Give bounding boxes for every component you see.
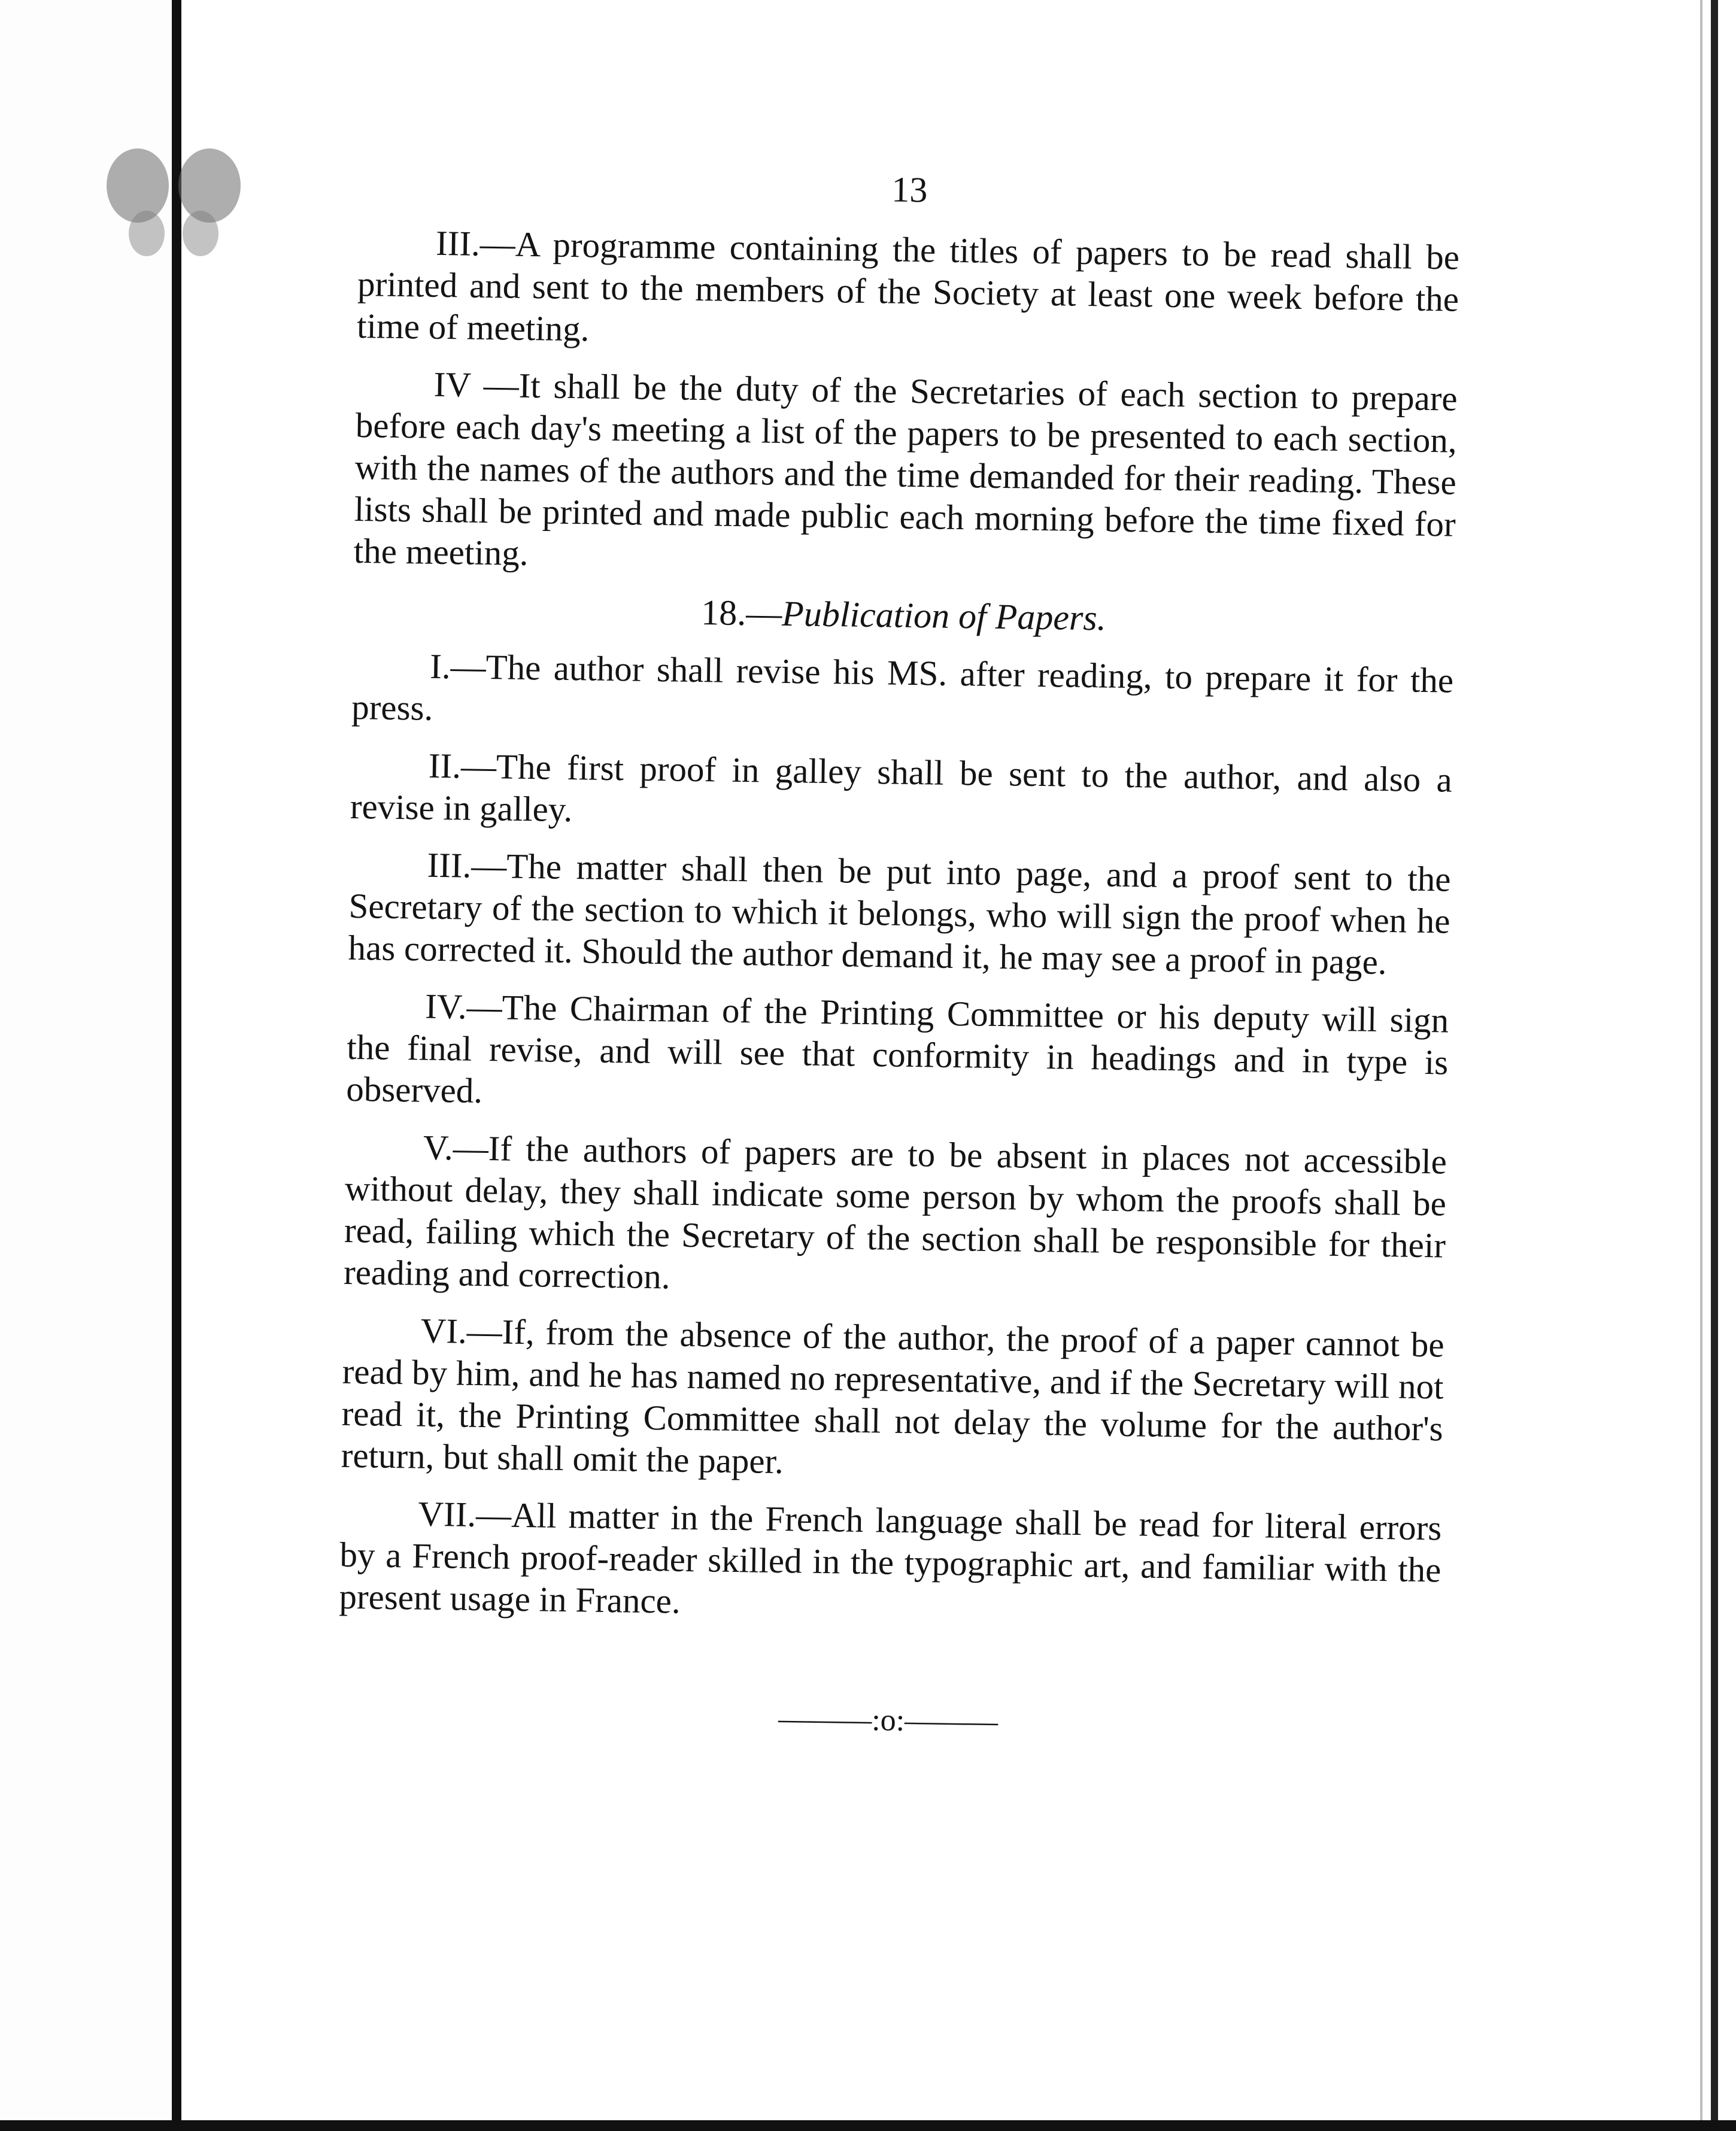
rule-paragraph: IV —It shall be the duty of the Secretaries of each section to prepare before each day's meeting a list of the papers to be presented to each section, with the names of the authors and the time demanded for their reading. These lists shall be printed and made public each morning before the time fixed for the meeting. (353, 364, 1458, 573)
page-body (337, 162, 1460, 1746)
binding-gutter (172, 0, 181, 2131)
end-divider: ———:o:——— (778, 1702, 998, 1740)
rule-paragraph: III.—A programme containing the titles of papers to be read shall be printed and sent to the members of the Society at least one week before the time of meeting. (356, 223, 1460, 349)
rule-paragraph: VII.—All matter in the French language shall be read for literal errors by a French proof-reader skilled in the typographic art, and familiar with the present usage in France. (339, 1493, 1442, 1621)
page-number: 13 (891, 169, 928, 210)
rule-paragraph: V.—If the authors of papers are to be absent in places not accessible without delay, they shall indicate some person by whom the proofs shall be read, failing which the Secretary of the section shall be responsible for their reading and correction. (343, 1127, 1447, 1297)
rule-paragraph: I.—The author shall revise his MS. after reading, to prepare it for the press. (351, 646, 1454, 728)
rule-paragraph: III.—The matter shall then be put into page, and a proof sent to the Secretary of the section to which it belongs, who will sign the proof when he has corrected it. Should the author demand it, he may see a proof in page. (348, 845, 1451, 982)
facing-page (0, 0, 180, 2131)
section-title: Publication of Papers. (781, 593, 1107, 638)
rule-paragraph: II.—The first proof in galley shall be sent to the author, and also a revise in galley. (350, 745, 1453, 830)
section-number: 18.— (700, 593, 782, 633)
page-edge (1711, 0, 1718, 2131)
ink-blot-mark (84, 138, 263, 263)
section-heading (353, 587, 1455, 644)
scan-bottom-edge (0, 2120, 1736, 2131)
page-edge-shadow (1700, 0, 1702, 2131)
rule-paragraph: IV.—The Chairman of the Printing Committee or his deputy will sign the final revise, and will see that conformity in headings and in type is observed. (345, 986, 1449, 1111)
rule-paragraph: VI.—If, from the absence of the author, the proof of a paper cannot be read by him, and he has named no representative, and if the Secretary will not read it, the Printing Committee shall not delay the volume for the author's return, but shall omit the paper. (341, 1310, 1445, 1482)
